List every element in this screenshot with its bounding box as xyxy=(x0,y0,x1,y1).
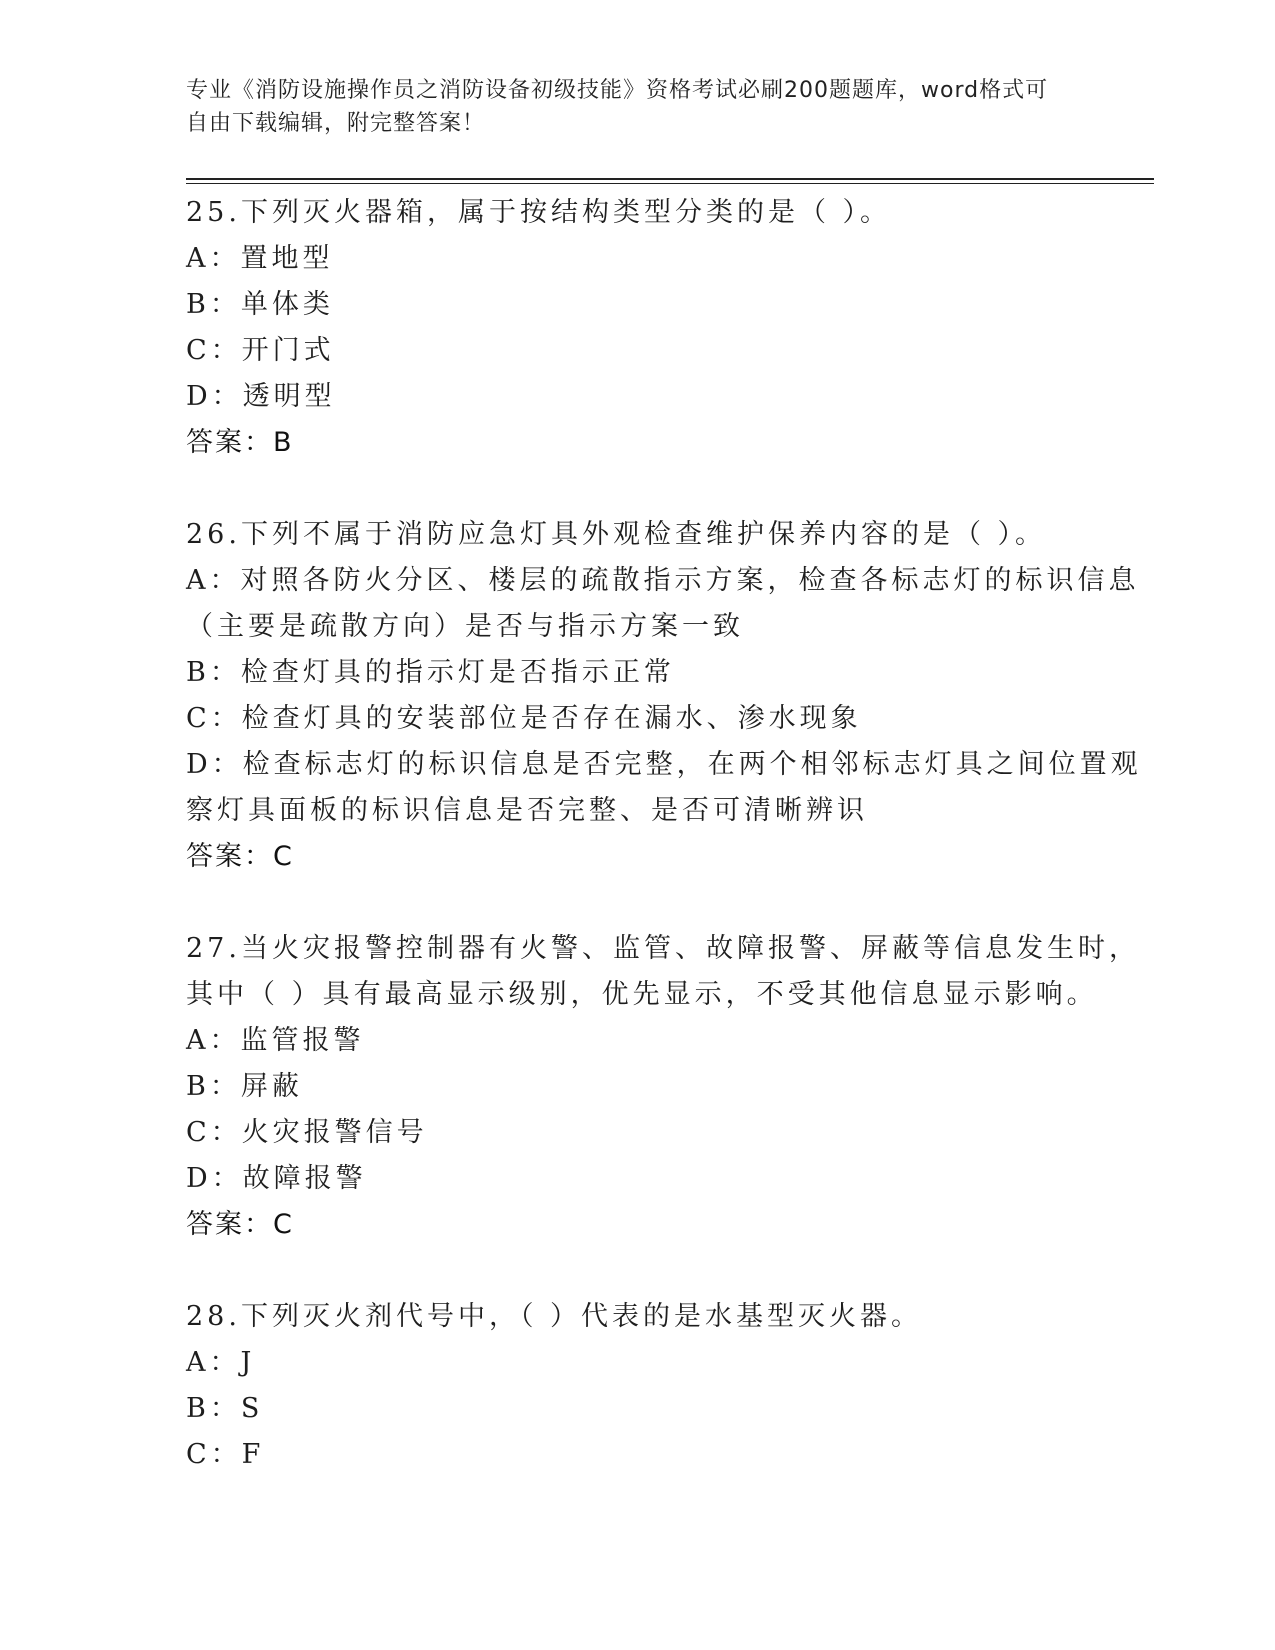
option-a: （主要是疏散方向）是否与指示方案一致 xyxy=(186,611,744,642)
question-spacer xyxy=(186,880,1086,926)
question-block xyxy=(186,1294,1086,1478)
question-stem: 26.下列不属于消防应急灯具外观检查维护保养内容的是（ ）。 xyxy=(186,519,1047,550)
document-header: 专业《消防设施操作员之消防设备初级技能》资格考试必刷200题题库，word格式可自由下载编辑，附完整答案！ xyxy=(186,78,1049,136)
option-a: A：J xyxy=(186,1347,256,1378)
question-spacer xyxy=(186,1248,1086,1294)
header-rule-thick xyxy=(186,178,1154,180)
answer-line: 答案：B xyxy=(186,427,294,458)
option-d: 察灯具面板的标识信息是否完整、是否可清晰辨识 xyxy=(186,795,868,826)
option-c: C：F xyxy=(186,1439,265,1470)
option-b: B：检查灯具的指示灯是否指示正常 xyxy=(186,657,675,688)
question-block xyxy=(186,512,1142,880)
option-a: A：置地型 xyxy=(186,243,334,274)
option-c: C：火灾报警信号 xyxy=(186,1117,428,1148)
option-d: D：透明型 xyxy=(186,381,336,412)
question-list xyxy=(186,190,1142,1478)
option-a: A：监管报警 xyxy=(186,1025,365,1056)
question-spacer xyxy=(186,466,1086,512)
question-block xyxy=(186,190,1086,466)
option-c: C：检查灯具的安装部位是否存在漏水、渗水现象 xyxy=(186,703,862,734)
option-c: C：开门式 xyxy=(186,335,335,366)
answer-line: 答案：C xyxy=(186,841,294,872)
option-d: D：故障报警 xyxy=(186,1163,367,1194)
question-stem: 27.当火灾报警控制器有火警、监管、故障报警、屏蔽等信息发生时， xyxy=(186,933,1140,964)
header-rule-thin xyxy=(186,183,1154,184)
question-block xyxy=(186,926,1140,1248)
option-b: B：S xyxy=(186,1393,264,1424)
option-b: B：单体类 xyxy=(186,289,334,320)
option-d: D：检查标志灯的标识信息是否完整，在两个相邻标志灯具之间位置观 xyxy=(186,749,1142,780)
question-stem: 其中（ ）具有最高显示级别，优先显示，不受其他信息显示影响。 xyxy=(186,979,1098,1010)
question-stem: 28.下列灭火剂代号中，（ ）代表的是水基型灭火器。 xyxy=(186,1301,923,1332)
option-a: A：对照各防火分区、楼层的疏散指示方案，检查各标志灯的标识信息 xyxy=(186,565,1140,596)
answer-line: 答案：C xyxy=(186,1209,294,1240)
option-b: B：屏蔽 xyxy=(186,1071,303,1102)
question-stem: 25.下列灭火器箱，属于按结构类型分类的是（ ）。 xyxy=(186,197,892,228)
